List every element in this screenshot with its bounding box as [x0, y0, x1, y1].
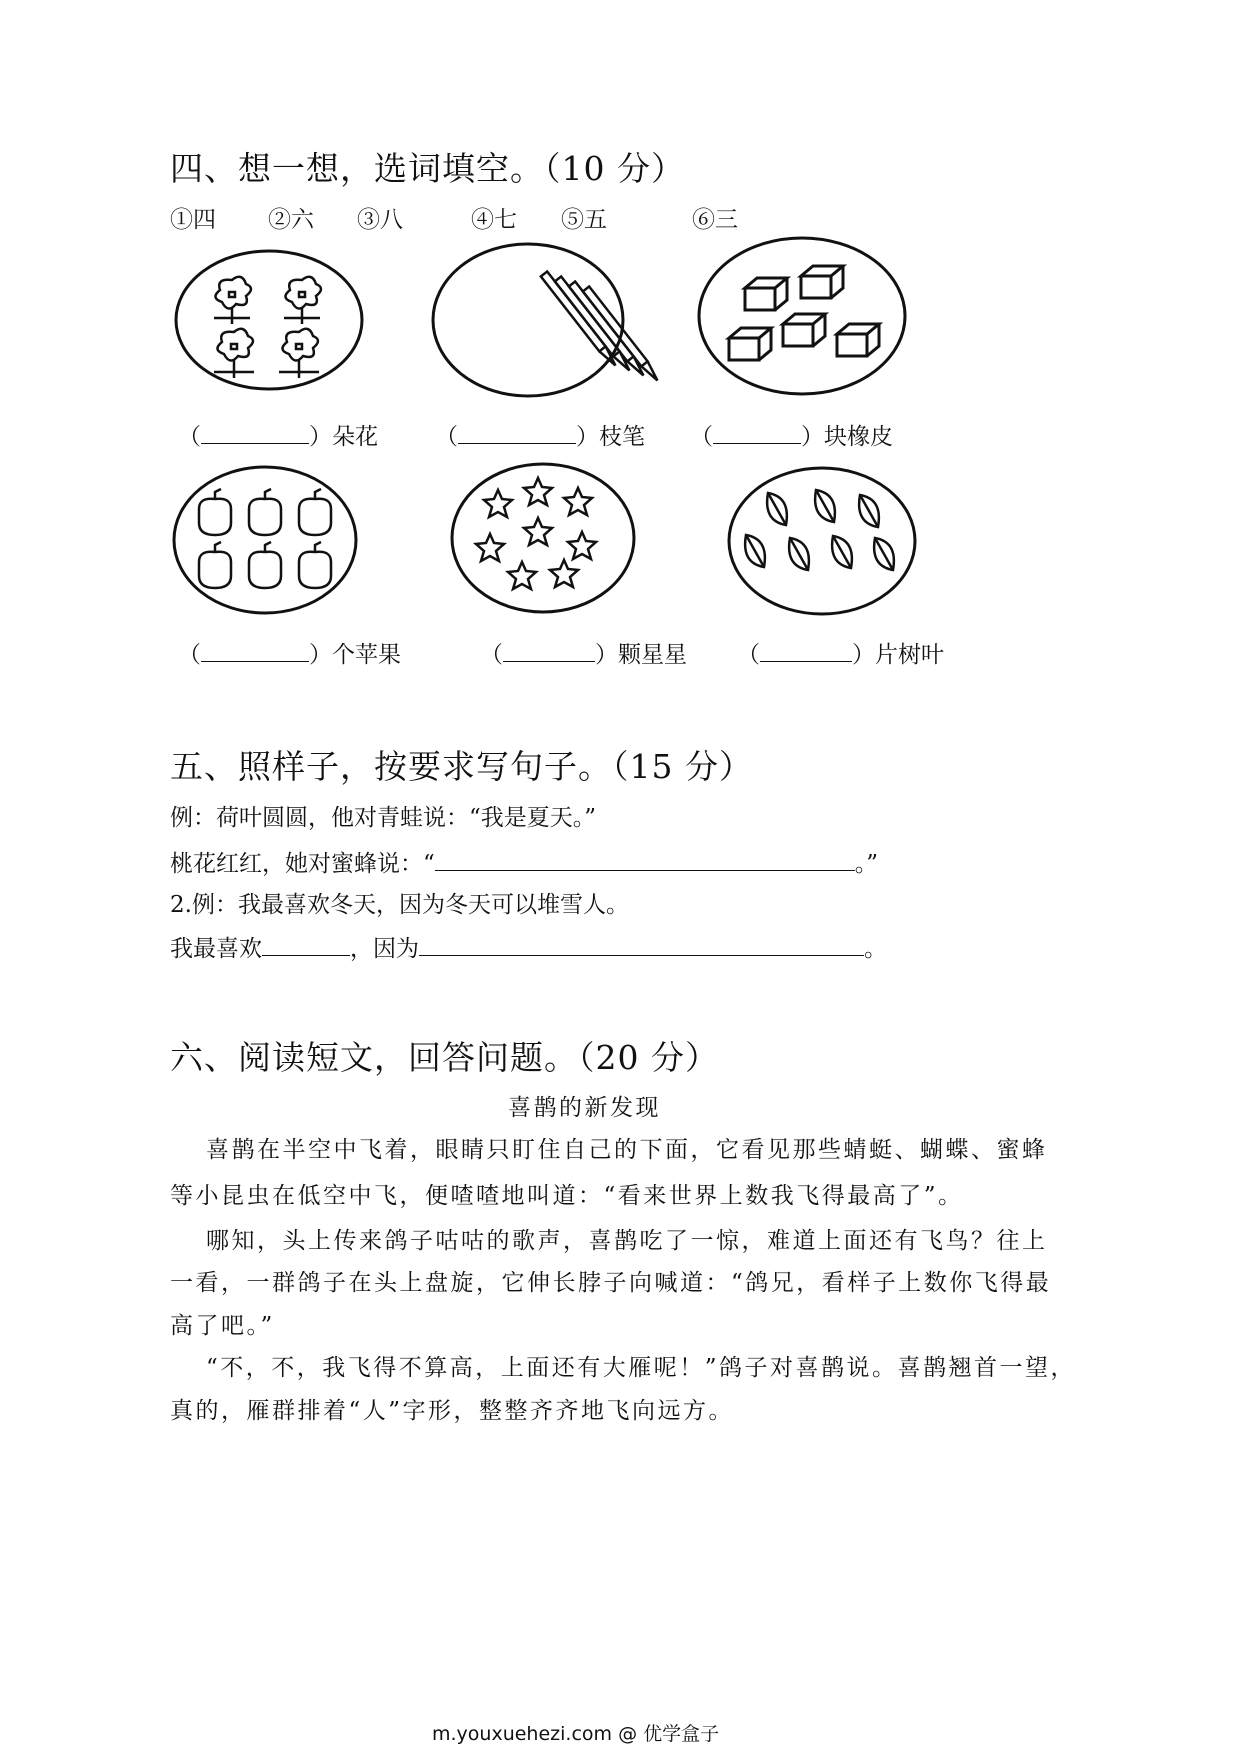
section4-heading: 四、想一想，选词填空。（10 分）: [170, 149, 685, 188]
passage-line: 高了吧。”: [170, 1313, 275, 1339]
blank-erasers[interactable]: [713, 420, 801, 444]
option-1: ①四: [170, 207, 216, 233]
passage-line: “不，不，我飞得不算高，上面还有大雁呢！”鸽子对喜鹊说。喜鹊翘首一望，: [206, 1355, 1077, 1381]
example-1: 例：荷叶圆圆，他对青蛙说：“我是夏天。”: [170, 805, 597, 831]
option-5: ⑤五: [561, 207, 607, 233]
passage-line: 喜鹊在半空中飞着，眼睛只盯住自己的下面，它看见那些蜻蜓、蝴蝶、蜜蜂: [206, 1137, 1048, 1163]
passage-line: 一看，一群鸽子在头上盘旋，它伸长脖子向喊道：“鸽兄，看样子上数你飞得最: [170, 1270, 1052, 1296]
option-6: ⑥三: [692, 207, 738, 233]
caption-stars: （ ）颗星星: [480, 636, 687, 669]
caption-apples: （ ）个苹果: [178, 636, 401, 669]
erasers-icon: [697, 236, 907, 396]
passage-line: 哪知，头上传来鸽子咕咕的歌声，喜鹊吃了一惊，难道上面还有飞鸟？往上: [206, 1228, 1048, 1254]
blank-apples[interactable]: [201, 638, 309, 662]
leaves-plate: [727, 466, 917, 616]
task-2-reason-line[interactable]: [419, 932, 864, 956]
blank-leaves[interactable]: [760, 638, 852, 662]
option-2: ②六: [268, 207, 314, 233]
section6-heading: 六、阅读短文，回答问题。（20 分）: [170, 1038, 719, 1077]
stars-icon: [450, 462, 636, 614]
task-2-season-line[interactable]: [262, 932, 350, 956]
leaves-icon: [727, 466, 917, 616]
option-4: ④七: [471, 207, 517, 233]
blank-stars[interactable]: [503, 638, 595, 662]
blank-flowers[interactable]: [201, 420, 309, 444]
caption-leaves: （ ）片树叶: [737, 636, 944, 669]
apples-icon: [172, 465, 358, 615]
footer-watermark: m.youxuehezi.com @ 优学盒子: [432, 1723, 720, 1745]
pencils-icon: [432, 242, 625, 398]
caption-erasers: （ ）块橡皮: [690, 418, 893, 451]
caption-flowers: （ ）朵花: [178, 418, 378, 451]
erasers-plate: [697, 236, 907, 396]
stars-plate: [450, 462, 636, 614]
caption-pencils: （ ）枝笔: [435, 418, 645, 451]
section5-heading: 五、照样子，按要求写句子。（15 分）: [170, 747, 753, 786]
pencils-plate: [432, 242, 625, 398]
passage-line: 等小昆虫在低空中飞，便喳喳地叫道：“看来世界上数我飞得最高了”。: [170, 1183, 964, 1209]
flowers-plate: [174, 249, 364, 391]
passage-title: 喜鹊的新发现: [508, 1095, 661, 1121]
option-3: ③八: [357, 207, 403, 233]
apples-plate: [172, 465, 358, 615]
task-2: 我最喜欢 ，因为 。: [170, 930, 887, 963]
task-1-answer-line[interactable]: [435, 847, 855, 871]
example-2: 2.例：我最喜欢冬天，因为冬天可以堆雪人。: [170, 892, 629, 918]
task-1: 桃花红红，她对蜜蜂说：“ 。”: [170, 845, 878, 878]
passage-line: 真的，雁群排着“人”字形，整整齐齐地飞向远方。: [170, 1398, 735, 1424]
blank-pencils[interactable]: [458, 420, 576, 444]
flowers-icon: [174, 249, 364, 391]
